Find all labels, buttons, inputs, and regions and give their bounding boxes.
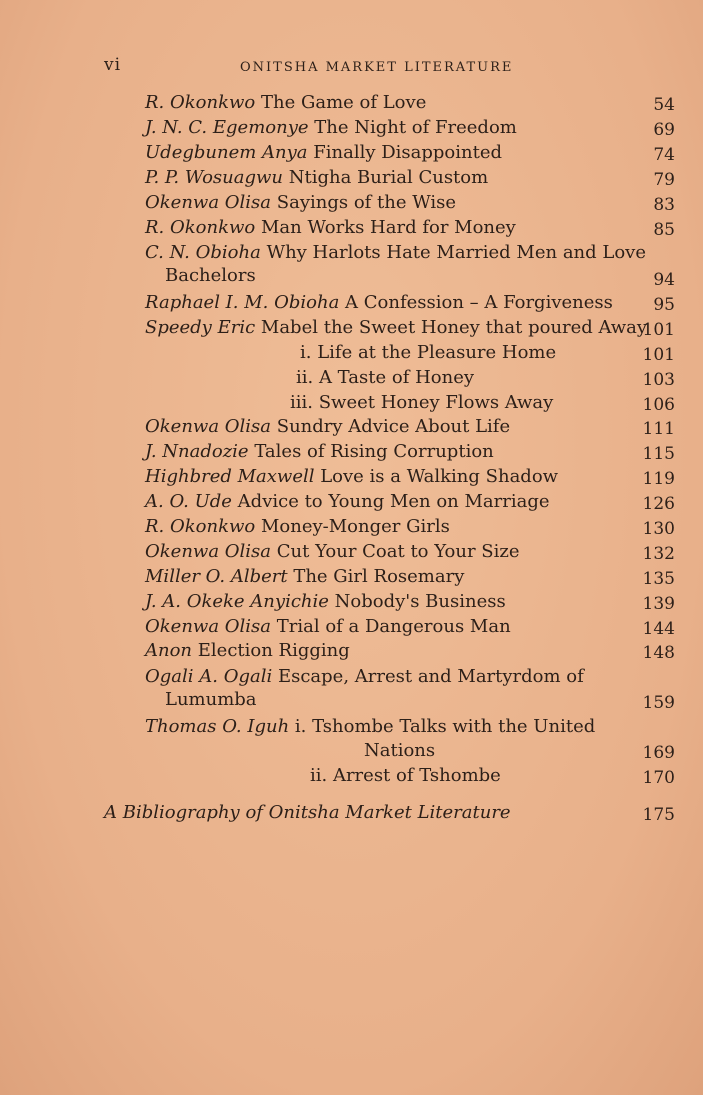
entry-title: Why Harlots Hate Married Men and Love xyxy=(266,242,647,263)
entry-page: 135 xyxy=(642,569,675,589)
entry-page: 79 xyxy=(653,170,675,190)
entry-page: 103 xyxy=(642,370,675,390)
page-folio: vi xyxy=(104,55,122,75)
toc-subentry: i. Life at the Pleasure Home xyxy=(300,342,557,363)
toc-entry xyxy=(145,317,647,339)
entry-title: Sayings of the Wise xyxy=(276,192,457,213)
entry-title: Election Rigging xyxy=(197,640,350,661)
toc-entry xyxy=(145,666,584,688)
entry-author: J. A. Okeke Anyichie xyxy=(145,591,329,612)
entry-author: P. P. Wosuagwu xyxy=(145,167,284,188)
entry-author: Udegbunem Anya xyxy=(145,142,308,163)
entry-author: Okenwa Olisa xyxy=(145,416,272,437)
entry-page: 95 xyxy=(653,295,675,315)
entry-page: 169 xyxy=(642,743,675,763)
entry-title: Finally Disappointed xyxy=(313,142,503,163)
bibliography-title: A Bibliography of Onitsha Market Literature xyxy=(104,802,511,823)
entry-author: Okenwa Olisa xyxy=(145,541,272,562)
toc-entry xyxy=(145,192,456,214)
entry-page: 101 xyxy=(642,320,675,340)
entry-title: Tales of Rising Corruption xyxy=(254,441,494,462)
entry-author: R. Okonkwo xyxy=(145,516,256,537)
toc-entry xyxy=(145,441,494,463)
toc-entry xyxy=(145,491,550,513)
entry-page: 126 xyxy=(642,494,675,514)
entry-title-continuation: Lumumba xyxy=(165,689,257,710)
toc-entry xyxy=(145,142,502,164)
entry-title-continuation: Nations xyxy=(364,740,436,761)
entry-title: Man Works Hard for Money xyxy=(260,217,516,238)
entry-author: Ogali A. Ogali xyxy=(145,666,273,687)
toc-entry xyxy=(145,716,595,738)
bibliography-page: 175 xyxy=(642,805,675,825)
entry-author: J. Nnadozie xyxy=(145,441,249,462)
entry-page: 132 xyxy=(642,544,675,564)
entry-page: 130 xyxy=(642,519,675,539)
entry-title: Love is a Walking Shadow xyxy=(320,466,559,487)
entry-page: 144 xyxy=(642,619,675,639)
toc-subentry: ii. Arrest of Tshombe xyxy=(310,765,501,786)
entry-author: Thomas O. Iguh xyxy=(145,716,290,737)
entry-title: Nobody's Business xyxy=(334,591,506,612)
entry-title: Money-Monger Girls xyxy=(260,516,450,537)
entry-author: Speedy Eric xyxy=(145,317,256,338)
entry-title: The Game of Love xyxy=(260,92,427,113)
entry-title: A Confession – A Forgiveness xyxy=(345,292,613,313)
entry-title: i. Tshombe Talks with the United xyxy=(294,716,596,737)
entry-author: Anon xyxy=(145,640,193,661)
entry-page: 74 xyxy=(653,145,675,165)
toc-entry xyxy=(145,167,488,189)
entry-page: 159 xyxy=(642,693,675,713)
toc-entry xyxy=(145,516,450,538)
entry-author: Okenwa Olisa xyxy=(145,192,272,213)
toc-entry xyxy=(145,242,646,264)
entry-author: Okenwa Olisa xyxy=(145,616,272,637)
toc-entry xyxy=(145,117,517,139)
entry-author: C. N. Obioha xyxy=(145,242,261,263)
entry-title: Ntigha Burial Custom xyxy=(288,167,489,188)
entry-title: Sundry Advice About Life xyxy=(276,416,511,437)
entry-page: 94 xyxy=(653,270,675,290)
entry-title: The Girl Rosemary xyxy=(293,566,465,587)
toc-entry xyxy=(145,541,520,563)
entry-title-continuation: Bachelors xyxy=(165,265,256,286)
toc-entry xyxy=(145,466,558,488)
entry-page: 119 xyxy=(642,469,675,489)
toc-entry xyxy=(145,217,516,239)
entry-title: Escape, Arrest and Martyrdom of xyxy=(277,666,584,687)
entry-page: 54 xyxy=(653,95,675,115)
entry-author: J. N. C. Egemonye xyxy=(145,117,309,138)
entry-title: Mabel the Sweet Honey that poured Away xyxy=(260,317,648,338)
running-head: ONITSHA MARKET LITERATURE xyxy=(240,60,514,75)
toc-entry xyxy=(145,92,426,114)
entry-author: Raphael I. M. Obioha xyxy=(145,292,340,313)
entry-title: Trial of a Dangerous Man xyxy=(276,616,511,637)
entry-page: 111 xyxy=(642,419,675,439)
entry-author: Miller O. Albert xyxy=(145,566,288,587)
entry-page: 170 xyxy=(642,768,675,788)
entry-page: 139 xyxy=(642,594,675,614)
entry-page: 101 xyxy=(642,345,675,365)
entry-author: R. Okonkwo xyxy=(145,92,256,113)
toc-entry xyxy=(145,292,613,314)
toc-entry xyxy=(145,591,506,613)
entry-title: Advice to Young Men on Marriage xyxy=(237,491,550,512)
toc-subentry: ii. A Taste of Honey xyxy=(296,367,475,388)
toc-entry xyxy=(145,566,464,588)
entry-author: Highbred Maxwell xyxy=(145,466,315,487)
entry-page: 85 xyxy=(653,220,675,240)
entry-title: The Night of Freedom xyxy=(314,117,517,138)
entry-page: 83 xyxy=(653,195,675,215)
toc-entry xyxy=(145,640,350,662)
entry-author: R. Okonkwo xyxy=(145,217,256,238)
entry-page: 69 xyxy=(653,120,675,140)
entry-page: 115 xyxy=(642,444,675,464)
entry-title: Cut Your Coat to Your Size xyxy=(276,541,520,562)
toc-entry xyxy=(145,416,510,438)
entry-page: 106 xyxy=(642,395,675,415)
toc-entry xyxy=(145,616,511,638)
entry-page: 148 xyxy=(642,643,675,663)
entry-author: A. O. Ude xyxy=(145,491,232,512)
toc-subentry: iii. Sweet Honey Flows Away xyxy=(290,392,554,413)
